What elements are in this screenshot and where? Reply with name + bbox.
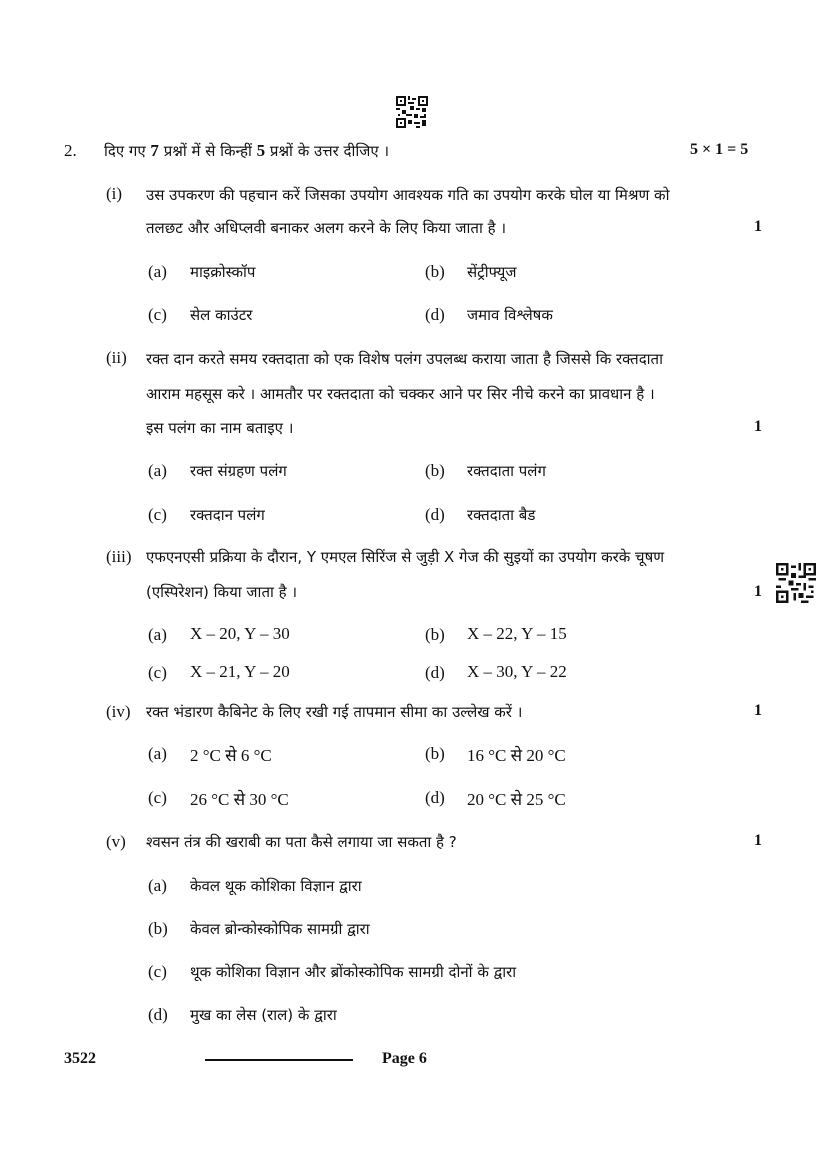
subquestion-marks: 1: [754, 418, 762, 435]
subquestion-label: (i): [106, 184, 123, 203]
option-text: जमाव विश्लेषक: [467, 306, 553, 324]
subquestion-label: (v): [106, 832, 126, 851]
paper-code: 3522: [64, 1050, 96, 1067]
option-text: केवल थूक कोशिका विज्ञान द्वारा: [190, 877, 362, 895]
option-label: (d): [148, 1005, 168, 1024]
question-instruction: [104, 141, 389, 161]
option-text: X – 22, Y – 15: [467, 624, 567, 643]
option-label: (c): [148, 305, 167, 324]
option-text: थूक कोशिका विज्ञान और ब्रोंकोस्कोपिक सामग्री दोनों के द्वारा: [190, 963, 517, 981]
subquestion-marks: 1: [754, 832, 762, 849]
option-text: मुख का लेस (राल) के द्वारा: [190, 1006, 337, 1024]
option-text: 2 °C से 6 °C: [190, 746, 272, 765]
subquestion-marks: 1: [754, 583, 762, 600]
option-label: (d): [425, 788, 445, 807]
question-number: 2.: [64, 141, 77, 160]
qr-code-top: [396, 96, 428, 128]
option-label: (b): [425, 262, 445, 281]
subquestion-label: (iv): [106, 702, 131, 721]
footer-divider: [205, 1059, 353, 1061]
option-label: (d): [425, 305, 445, 324]
subquestion-text-line: रक्त भंडारण कैबिनेट के लिए रखी गई तापमान सीमा का उल्लेख करें ।: [146, 703, 523, 721]
option-label: (c): [148, 663, 167, 682]
subquestion-marks: 1: [754, 218, 762, 235]
subquestion-marks: 1: [754, 702, 762, 719]
subquestion-label: (ii): [106, 348, 127, 367]
option-label: (d): [425, 505, 445, 524]
option-label: (b): [425, 625, 445, 644]
subquestion-label: (iii): [106, 547, 132, 566]
subquestion-text-line: रक्त दान करते समय रक्तदाता को एक विशेष पलंग उपलब्ध कराया जाता है जिससे कि रक्तदाता: [146, 350, 663, 368]
subquestion-text-line: इस पलंग का नाम बताइए ।: [146, 419, 294, 437]
option-label: (a): [148, 461, 167, 480]
subquestion-text-line: उस उपकरण की पहचान करें जिसका उपयोग आवश्यक गति का उपयोग करके घोल या मिश्रण को: [146, 186, 670, 204]
option-text: सेल काउंटर: [190, 306, 253, 324]
option-text: माइक्रोस्कॉप: [190, 263, 256, 281]
option-label: (b): [148, 919, 168, 938]
qr-code-side: [776, 563, 816, 603]
option-text: 16 °C से 20 °C: [467, 746, 566, 765]
option-text: रक्तदाता पलंग: [467, 462, 546, 480]
option-label: (c): [148, 788, 167, 807]
option-label: (b): [425, 461, 445, 480]
option-text: रक्तदान पलंग: [190, 506, 265, 524]
option-label: (a): [148, 876, 167, 895]
instruction-count-total: 7: [150, 141, 159, 160]
option-text: X – 21, Y – 20: [190, 662, 290, 681]
option-text: 26 °C से 30 °C: [190, 790, 289, 809]
subquestion-text-line: एफएनएसी प्रक्रिया के दौरान, Y एमएल सिरिंज से जुड़ी X गेज की सुइयों का उपयोग करके चूषण: [146, 548, 665, 566]
option-label: (a): [148, 262, 167, 281]
subquestion-text-line: श्वसन तंत्र की खराबी का पता कैसे लगाया जा सकता है ?: [146, 833, 457, 851]
option-text: सेंट्रीफ्यूज: [467, 263, 517, 281]
subquestion-text-line: (एस्पिरेशन) किया जाता है ।: [146, 583, 298, 601]
option-label: (c): [148, 962, 167, 981]
option-text: रक्तदाता बैड: [467, 506, 536, 524]
option-label: (b): [425, 744, 445, 763]
question-marks: 5 × 1 = 5: [690, 141, 749, 158]
instruction-count-required: 5: [256, 141, 266, 160]
option-text: 20 °C से 25 °C: [467, 790, 566, 809]
option-text: X – 30, Y – 22: [467, 662, 567, 681]
page-number: Page 6: [382, 1050, 427, 1067]
option-label: (c): [148, 505, 167, 524]
instruction-mid: प्रश्नों में से किन्हीं: [158, 142, 257, 160]
option-label: (a): [148, 744, 167, 763]
subquestion-text-line: तलछट और अधिप्लवी बनाकर अलग करने के लिए किया जाता है ।: [146, 219, 507, 237]
subquestion-text-line: आराम महसूस करे । आमतौर पर रक्तदाता को चक्कर आने पर सिर नीचे करने का प्रावधान है ।: [146, 385, 655, 403]
instruction-post: प्रश्नों के उत्तर दीजिए ।: [265, 142, 390, 160]
option-text: X – 20, Y – 30: [190, 624, 290, 643]
option-label: (d): [425, 663, 445, 682]
option-label: (a): [148, 625, 167, 644]
option-text: रक्त संग्रहण पलंग: [190, 462, 287, 480]
option-text: केवल ब्रोन्कोस्कोपिक सामग्री द्वारा: [190, 920, 370, 938]
instruction-pre: दिए गए: [104, 142, 151, 160]
